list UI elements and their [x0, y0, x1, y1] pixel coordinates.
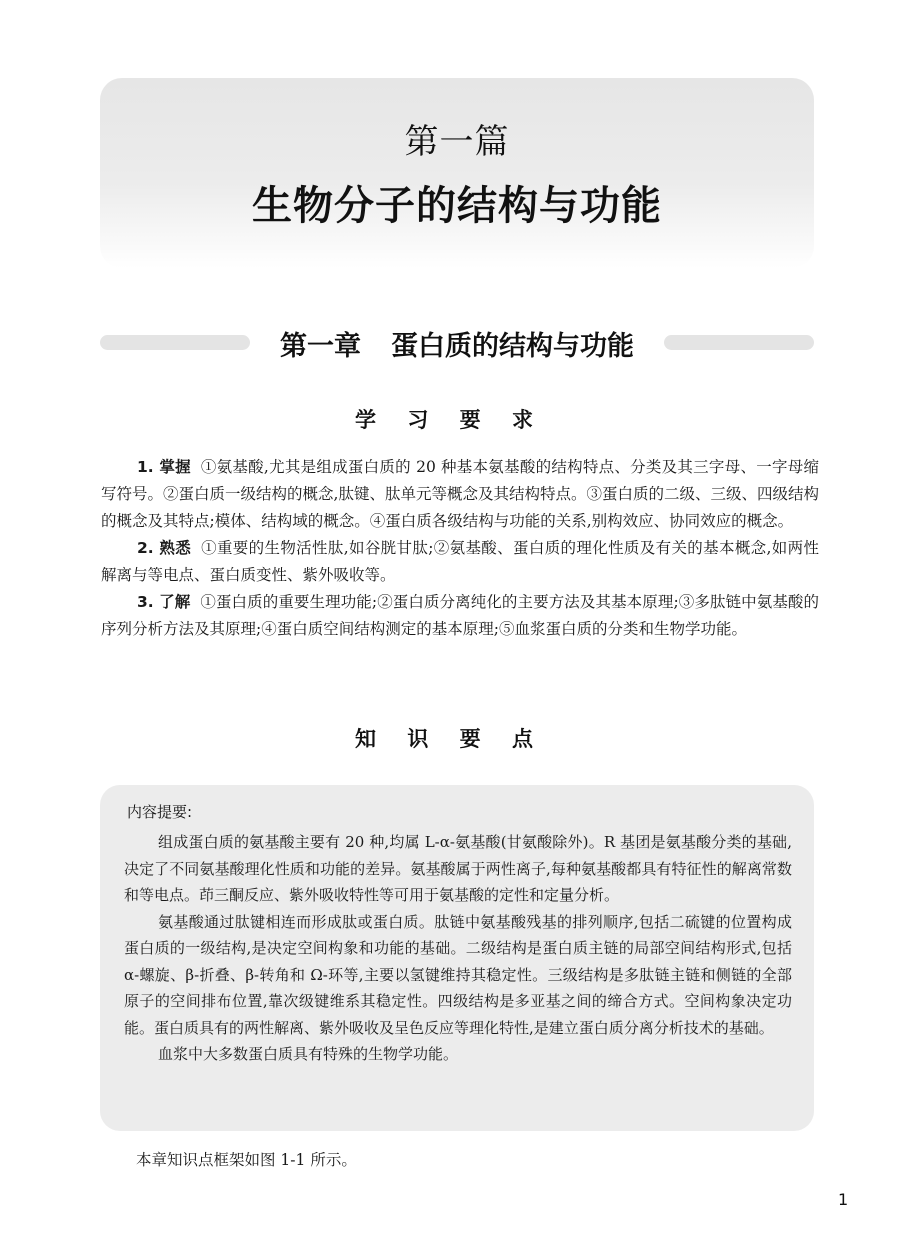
- learning-requirements: [101, 454, 819, 643]
- requirement-key: 2. 熟悉: [137, 539, 192, 557]
- summary-label: 内容提要:: [127, 803, 193, 821]
- summary-paragraph: 氨基酸通过肽键相连而形成肽或蛋白质。肽链中氨基酸残基的排列顺序,包括二硫键的位置构成蛋白质的一级结构,是决定空间构象和功能的基础。二级结构是蛋白质主链的局部空间结构形式,包括 α-螺旋、β-折叠、β-转角和 Ω-环等,主要以氢键维持其稳定性。三级结构是多肽链主链和侧链的全部原子的空间排布位置,靠次级键维系其稳定性。四级结构是多亚基之间的缔合方式。空间构象决定功能。蛋白质具有的两性解离、紫外吸收及呈色反应等理化特性,是建立蛋白质分离分析技术的基础。: [124, 912, 792, 1037]
- requirement-text: ①重要的生物活性肽,如谷胱甘肽;②氨基酸、蛋白质的理化性质及有关的基本概念,如两性解离与等电点、蛋白质变性、紫外吸收等。: [101, 539, 819, 584]
- knowledge-points-heading: 知 识 要 点: [355, 727, 545, 751]
- requirement-item-familiar: [101, 535, 819, 589]
- content-summary-box: [100, 785, 814, 1131]
- figure-reference-text: 本章知识点框架如图 1-1 所示。: [136, 1151, 357, 1169]
- requirement-key: 1. 掌握: [137, 458, 191, 476]
- chapter-name: 蛋白质的结构与功能: [391, 331, 634, 362]
- chapter-decor-bar-right: [664, 335, 814, 350]
- summary-paragraph: 血浆中大多数蛋白质具有特殊的生物学功能。: [158, 1045, 459, 1063]
- chapter-decor-bar-left: [100, 335, 250, 350]
- part-title: 生物分子的结构与功能: [252, 183, 662, 229]
- requirement-text: ①蛋白质的重要生理功能;②蛋白质分离纯化的主要方法及其基本原理;③多肽链中氨基酸的序列分析方法及其原理;④蛋白质空间结构测定的基本原理;⑤血浆蛋白质的分类和生物学功能。: [101, 593, 819, 638]
- summary-paragraph: 组成蛋白质的氨基酸主要有 20 种,均属 L-α-氨基酸(甘氨酸除外)。R 基团是氨基酸分类的基础,决定了不同氨基酸理化性质和功能的差异。氨基酸属于两性离子,每种氨基酸都具有特征性的解离常数和等电点。茚三酮反应、紫外吸收特性等可用于氨基酸的定性和定量分析。: [124, 833, 792, 904]
- chapter-number: 第一章: [280, 331, 361, 362]
- chapter-title: [250, 324, 664, 363]
- requirement-item-master: [101, 454, 819, 535]
- part-banner: [100, 78, 814, 268]
- requirement-key: 3. 了解: [137, 593, 191, 611]
- requirement-text: ①氨基酸,尤其是组成蛋白质的 20 种基本氨基酸的结构特点、分类及其三字母、一字母缩写符号。②蛋白质一级结构的概念,肽键、肽单元等概念及其结构特点。③蛋白质的二级、三级、四级结构的概念及其特点;模体、结构域的概念。④蛋白质各级结构与功能的关系,别构效应、协同效应的概念。: [101, 458, 819, 530]
- learning-requirements-heading: 学 习 要 求: [355, 408, 545, 432]
- requirement-item-understand: [101, 589, 819, 643]
- part-label: 第一篇: [404, 122, 510, 162]
- chapter-heading: [100, 318, 814, 366]
- summary-text: [124, 829, 792, 1068]
- page-number: 1: [838, 1190, 849, 1209]
